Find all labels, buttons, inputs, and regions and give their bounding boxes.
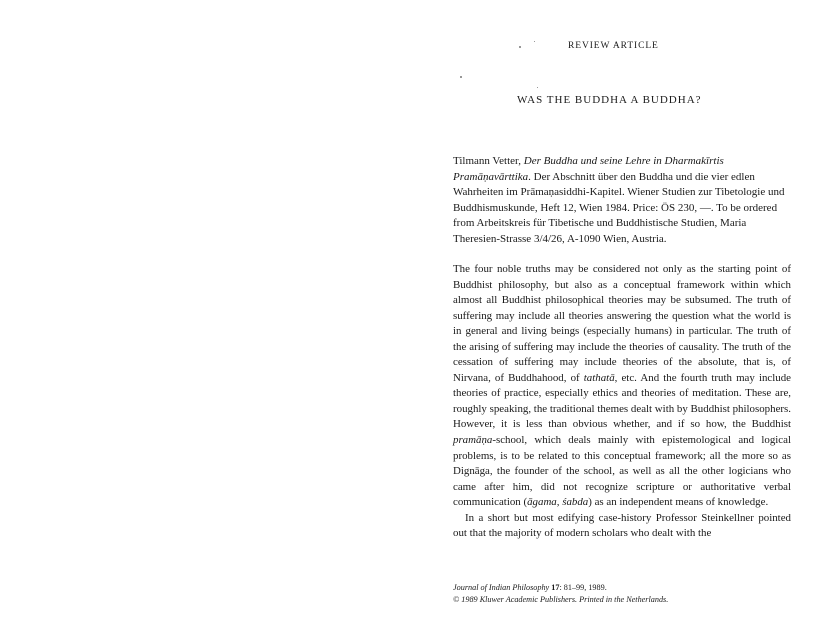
paragraph: In a short but most edifying case-history Professor Steinkellner pointed out that the majority of modern scholars who dealt with the: [453, 511, 791, 540]
journal-volume: 17: [551, 583, 560, 592]
running-head: REVIEW ARTICLE: [568, 41, 659, 51]
term-pramana: pramāṇa: [453, 434, 493, 447]
journal-pages: : 81–99, 1989.: [559, 583, 607, 592]
scan-speck: [519, 46, 521, 48]
bibliographic-entry: [453, 154, 791, 248]
book-details: . Der Abschnitt über den Buddha und die vier edlen Wahrheiten im Prāmaṇasiddhi-Kapitel. Wiener Studien zur Tibetologie und Buddhismuskunde, Heft 12, Wien 1984. Price: ÖS 230, —. To be ordered from Arbeitskreis für Tibetische und Buddhistische Studien, Maria Theresien-Strasse 3/4/26, A-1090 Wien, Austria.: [453, 170, 785, 245]
journal-citation: [453, 582, 793, 594]
article-body: [453, 262, 791, 542]
copyright-line: © 1989 Kluwer Academic Publishers. Printed in the Netherlands.: [453, 595, 669, 604]
scan-speck: [534, 41, 535, 42]
term-agama-sabda: āgama, śabda: [527, 496, 589, 509]
article-title: WAS THE BUDDHA A BUDDHA?: [517, 94, 702, 106]
journal-name: Journal of Indian Philosophy: [453, 583, 552, 592]
term-tathata: tathatā: [583, 371, 615, 384]
journal-footer: [453, 582, 793, 606]
scan-speck: [460, 76, 462, 78]
book-title: Der Buddha und seine Lehre in Dharmakīrtis Pramāṇavārttika: [453, 155, 724, 183]
book-author: Tilmann Vetter,: [453, 155, 524, 167]
scan-speck: [537, 87, 538, 88]
paragraph: The four noble truths may be considered not only as the starting point of Buddhist philosophy, but also as a conceptual framework within which almost all Buddhist philosophical theories may be subsumed. The truth of suffering may include all theories answering the question what the world is in general and living beings (especially humans) in particular. The truth of the arising of suffering may include the theories of causality. The truth of the cessation of suffering may include theories of the absolute, that is, of Nirvana, of Buddhahood, of tathatā, etc. And the fourth truth may include theories of practice, especially ethics and theories of meditation. These are, roughly speaking, the traditional themes dealt with by Buddhist philosophers. However, it is less than obvious whether, and if so how, the Buddhist pramāṇa-school, which deals mainly with epistemological and logical problems, is to be related to this conceptual framework; all the more so as Dignāga, the founder of the school, as well as all the other logicians who came after him, did not recognize scripture or authoritative verbal communication (āgama, śabda) as an independent means of knowledge.: [453, 263, 792, 509]
